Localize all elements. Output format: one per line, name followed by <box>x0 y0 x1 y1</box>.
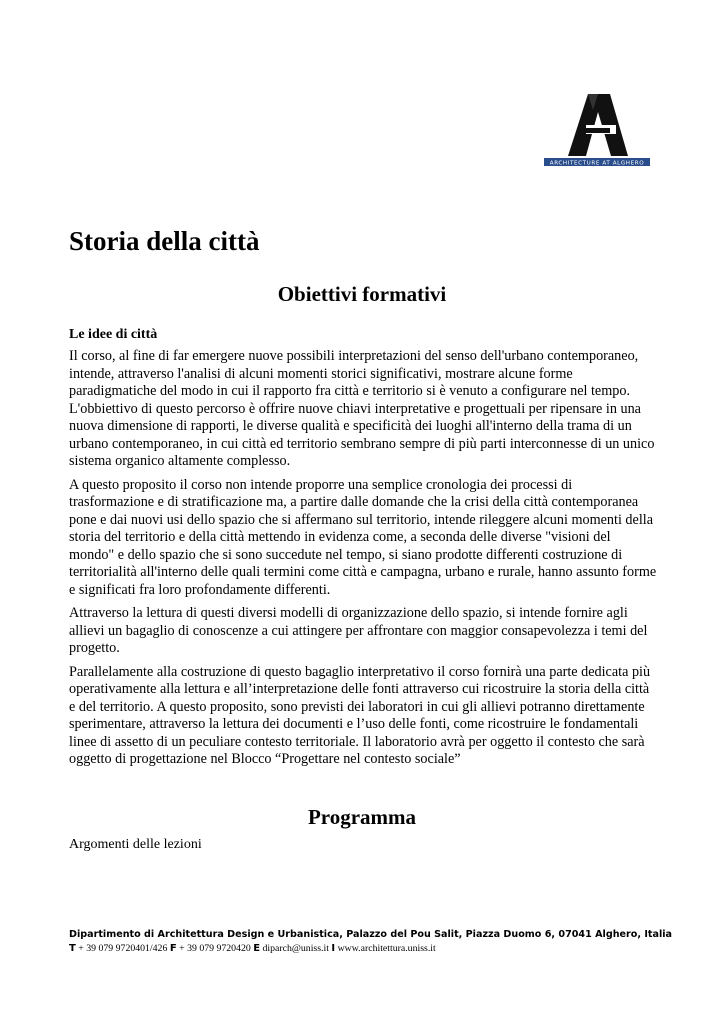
paragraph-1: Il corso, al fine di far emergere nuove possibili interpretazioni del senso dell'urbano contemporaneo, intende, attraverso l'analisi di alcuni momenti storici significativi, mostrare alcune forme paradigmatiche del modo in cui il rapporto fra città e territorio si è venuto a configurare nel tempo. L'obbiettivo di questo percorso è offrire nuove chiavi interpretative e progettuali per ripensare in una nuova dimensione di rapporti, le diverse qualità e specificità dei luoghi all'interno della trama di un urbano contemporaneo, in cui città ed territorio sembrano sempre di più parti interconnesse di un unico sistema organico altamente complesso. <box>69 348 655 469</box>
footer-fax-label: F <box>169 943 177 954</box>
paragraph-2: A questo proposito il corso non intende proporre una semplice cronologia dei processi di trasformazione e di stratificazione ma, a partire dalle domande che la crisi della città contemporanea pone e dai nuovi usi dello spazio che si affermano sul territorio, intende rileggere alcuni momenti della storia del territorio e della città mettendo in evidenza come, a seconda delle diverse "visioni del mondo" e dello spazio che si sono succedute nel tempo, si siano prodotte differenti costruzione di territorialità all'interno delle quali termini come città e campagna, urbano e rurale, hanno assunto forme e significati fra loro profondamente differenti. <box>69 476 657 598</box>
architecture-alghero-logo <box>540 88 652 168</box>
paragraph-3: Attraverso la lettura di questi diversi modelli di organizzazione dello spazio, si intende fornire agli allievi un bagaglio di conoscenze a cui attingere per affrontare con maggior consapevolezza i temi del progetto. <box>69 605 648 656</box>
subsection-heading: Le idee di città <box>69 327 158 342</box>
logo-caption: ARCHITECTURE AT ALGHERO <box>549 160 645 167</box>
footer-address: Dipartimento di Architettura Design e Urbanistica, Palazzo del Pou Salit, Piazza Duomo 6, 07041 Alghero, Italia <box>69 929 673 940</box>
paragraph-4: Parallelamente alla costruzione di questo bagaglio interpretativo il corso fornirà una parte dedicata più operativamente alla lettura e all’interpretazione delle fonti attraverso cui ricostruire la storia della città e del territorio. A questo proposito, sono previsti dei laboratori in cui gli allievi potranno direttamente sperimentare, attraverso la lettura dei documenti e l’uso delle fonti, come ricostruire le fondamentali linee di assetto di un peculiare contesto territoriale. Il laboratorio avrà per oggetto il contesto che sarà oggetto di progettazione nel Blocco “Progettare nel contesto sociale” <box>69 663 651 767</box>
footer-email-label: E <box>253 943 261 954</box>
footer-tel: + 39 079 9720401/426 <box>78 943 168 954</box>
section-title-program: Programma <box>307 805 417 829</box>
program-subtitle: Argomenti delle lezioni <box>69 837 202 852</box>
footer-fax: + 39 079 9720420 <box>179 943 251 954</box>
footer-web[interactable]: www.architettura.uniss.it <box>337 943 436 954</box>
footer-email[interactable]: diparch@uniss.it <box>262 943 329 954</box>
footer-web-label: I <box>331 943 336 954</box>
logo-a-mark-icon <box>540 88 652 168</box>
footer-contacts <box>69 942 436 955</box>
section-title-objectives: Obiettivi formativi <box>277 282 447 306</box>
page-title: Storia della città <box>69 226 260 256</box>
body-text <box>69 348 659 775</box>
footer-tel-label: T <box>69 943 76 954</box>
